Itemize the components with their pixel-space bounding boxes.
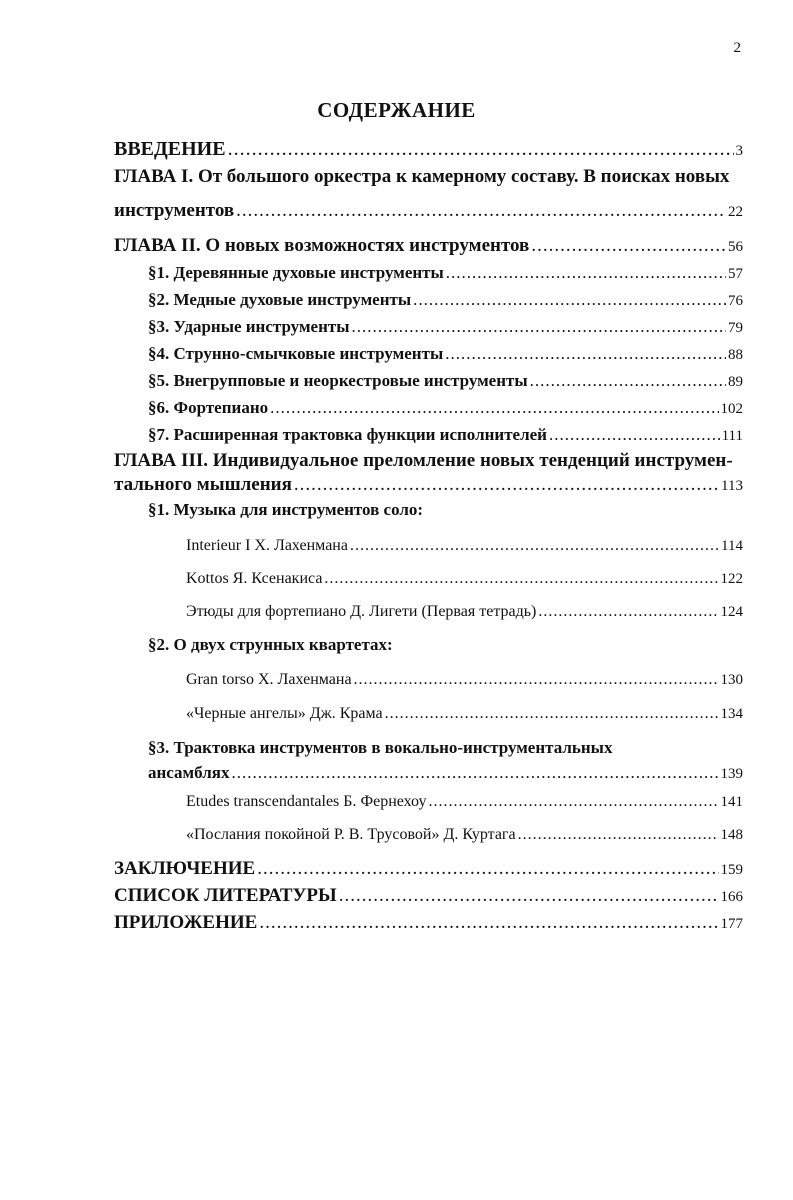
leader-dots [324, 570, 718, 588]
toc-page-number: 148 [720, 827, 743, 843]
leader-dots [257, 858, 718, 880]
leader-dots [354, 671, 719, 689]
toc-page-number: 177 [720, 916, 743, 932]
toc-entry-label: Kottos Я. Ксенакиса [186, 570, 323, 587]
toc-entry-label: ГЛАВА II. О новых возможностях инструментов [114, 235, 530, 256]
toc-entry-ch2-section-2[interactable] [148, 290, 743, 310]
toc-entry-label: Этюды для фортепиано Д. Лигети (Первая тетрадь) [186, 603, 537, 620]
toc-entry-label: §2. Медные духовые инструменты [148, 290, 412, 309]
page-number: 2 [733, 40, 741, 56]
leader-dots [350, 537, 719, 555]
leader-dots [270, 398, 718, 418]
toc-entry-ch2-section-3[interactable] [148, 317, 743, 337]
toc-entry-ch3-section-1[interactable]: §1. Музыка для инструментов соло: [148, 500, 424, 519]
leader-dots [339, 885, 719, 907]
toc-entry-label: Etudes transcendantales Б. Фернехоу [186, 793, 427, 810]
toc-page-number: 166 [720, 889, 743, 905]
toc-entry-ch3-s1-item-2[interactable] [186, 570, 743, 588]
toc-entry-label: ВВЕДЕНИЕ [114, 138, 226, 160]
toc-title: СОДЕРЖАНИЕ [317, 98, 476, 122]
leader-dots [259, 912, 718, 934]
toc-page-number: 79 [728, 320, 743, 336]
toc-page-number: 88 [728, 347, 743, 363]
toc-page-number: 122 [720, 571, 743, 587]
toc-entry-ch3-s2-item-1[interactable] [186, 671, 743, 689]
toc-entry-ch3-s3-item-1[interactable] [186, 793, 743, 811]
leader-dots [294, 474, 719, 496]
toc-entry-intro[interactable] [114, 138, 743, 161]
toc-entry-chapter-1[interactable] [114, 200, 743, 222]
toc-page-number: 57 [728, 266, 743, 282]
leader-dots [231, 763, 718, 783]
leader-dots [413, 290, 726, 310]
toc-page-number: 76 [728, 293, 743, 309]
toc-entry-chapter-3[interactable] [114, 474, 743, 496]
toc-entry-ch2-section-5[interactable] [148, 371, 743, 391]
leader-dots [445, 344, 726, 364]
toc-entry-ch3-section-3-heading[interactable]: §3. Трактовка инструментов в вокально-инструментальных [148, 738, 613, 757]
toc-page-number: 134 [720, 706, 743, 722]
toc-page-number: 22 [728, 204, 743, 220]
toc-entry-ch2-section-6[interactable] [148, 398, 743, 418]
toc-entry-ch2-section-4[interactable] [148, 344, 743, 364]
toc-page-number: 124 [720, 604, 743, 620]
toc-entry-label: §4. Струнно-смычковые инструменты [148, 344, 444, 363]
toc-page-number: 113 [721, 478, 743, 494]
toc-page-number: 139 [720, 766, 743, 782]
toc-entry-appendix[interactable] [114, 912, 743, 934]
leader-dots [518, 826, 719, 844]
toc-page-number: 141 [720, 794, 743, 810]
toc-entry-ch3-section-3[interactable] [148, 763, 743, 783]
toc-entry-ch3-s2-item-2[interactable] [186, 705, 743, 723]
toc-entry-label: §3. Ударные инструменты [148, 317, 350, 336]
leader-dots [538, 603, 718, 621]
leader-dots [428, 793, 718, 811]
toc-entry-bibliography[interactable] [114, 885, 743, 907]
toc-entry-conclusion[interactable] [114, 858, 743, 880]
toc-entry-ch2-section-7[interactable] [148, 425, 743, 445]
toc-entry-ch3-s1-item-1[interactable] [186, 537, 743, 555]
toc-entry-label: «Послания покойной Р. В. Трусовой» Д. Куртага [186, 826, 516, 843]
toc-entry-label: §6. Фортепиано [148, 398, 269, 417]
toc-page-number: 102 [720, 401, 743, 417]
toc-entry-label: §5. Внегрупповые и неоркестровые инструменты [148, 371, 528, 390]
toc-entry-label: тального мышления [114, 474, 292, 495]
toc-entry-label: §1. Деревянные духовые инструменты [148, 263, 444, 282]
toc-page-number: 111 [721, 428, 743, 444]
toc-entry-label: §7. Расширенная трактовка функции исполнителей [148, 425, 547, 444]
toc-entry-chapter-2[interactable] [114, 235, 743, 257]
leader-dots [531, 235, 726, 257]
leader-dots [446, 263, 726, 283]
toc-entry-ch3-s1-item-3[interactable] [186, 603, 743, 621]
toc-page-number: 3 [735, 143, 743, 159]
toc-entry-label: «Черные ангелы» Дж. Крама [186, 705, 383, 722]
leader-dots [228, 138, 734, 161]
toc-entry-label: ансамблях [148, 763, 230, 782]
leader-dots [236, 200, 726, 222]
toc-page-number: 89 [728, 374, 743, 390]
leader-dots [530, 371, 726, 391]
toc-entry-ch3-section-2[interactable]: §2. О двух струнных квартетах: [148, 635, 393, 654]
toc-page-number: 114 [721, 538, 743, 554]
leader-dots [352, 317, 726, 337]
toc-entry-label: Interieur I Х. Лахенмана [186, 537, 348, 554]
toc-entry-ch3-s3-item-2[interactable] [186, 826, 743, 844]
leader-dots [385, 705, 719, 723]
toc-entry-label: ЗАКЛЮЧЕНИЕ [114, 858, 256, 879]
toc-page-number: 159 [720, 862, 743, 878]
toc-entry-ch2-section-1[interactable] [148, 263, 743, 283]
toc-page-number: 56 [728, 239, 743, 255]
toc-entry-label: инструментов [114, 200, 235, 221]
toc-entry-label: СПИСОК ЛИТЕРАТУРЫ [114, 885, 337, 906]
toc-page-number: 130 [720, 672, 743, 688]
toc-entry-chapter-3-heading[interactable]: ГЛАВА III. Индивидуальное преломление новых тенденций инструмен- [114, 450, 733, 471]
toc-entry-label: ПРИЛОЖЕНИЕ [114, 912, 258, 933]
leader-dots [549, 425, 720, 445]
toc-entry-chapter-1-heading[interactable]: ГЛАВА I. От большого оркестра к камерному составу. В поисках новых [114, 166, 730, 187]
toc-entry-label: Gran torso Х. Лахенмана [186, 671, 352, 688]
